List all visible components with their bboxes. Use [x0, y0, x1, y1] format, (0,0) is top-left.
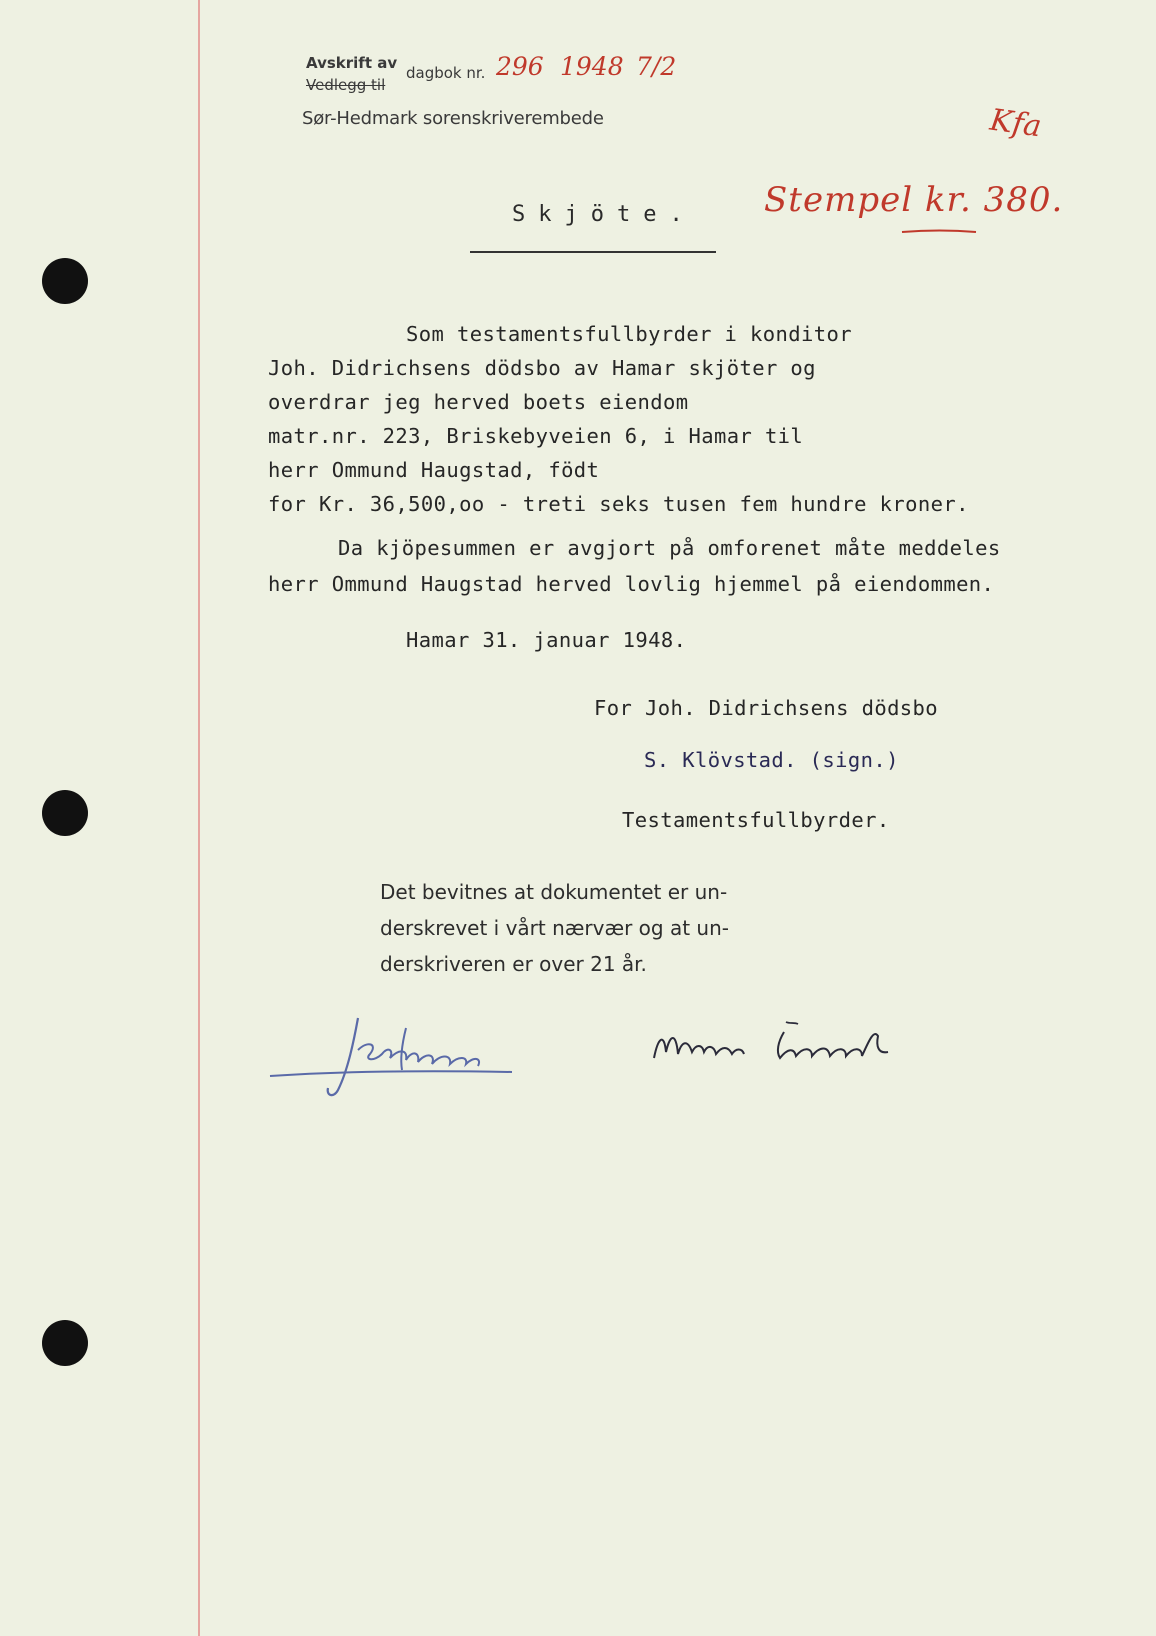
punch-hole: [42, 1320, 88, 1366]
body-line: Joh. Didrichsens dödsbo av Hamar skjöter og: [268, 356, 816, 380]
dagbok-year: 1948: [560, 52, 624, 81]
title-underline: [470, 251, 716, 253]
margin-rule: [198, 0, 200, 1636]
annotation-stempel: Stempel kr. 380.: [764, 180, 1064, 220]
stempel-underline: [900, 226, 980, 236]
witness-line: Det bevitnes at dokumentet er un-: [380, 880, 728, 904]
header-vedlegg: Vedlegg til: [306, 76, 386, 94]
body-line: Som testamentsfullbyrder i konditor: [406, 322, 852, 346]
witness-line: derskrevet i vårt nærvær og at un-: [380, 916, 729, 940]
annotation-kfa: Kfa: [987, 102, 1044, 145]
header-avskrift: Avskrift av: [306, 54, 398, 72]
witness-line: derskriveren er over 21 år.: [380, 952, 647, 976]
body-line: herr Ommund Haugstad herved lovlig hjemmel på eiendommen.: [268, 572, 995, 596]
header-office: Sør-Hedmark sorenskriverembede: [302, 108, 604, 129]
witness-signature-2: [648, 1018, 938, 1078]
for-line: For Joh. Didrichsens dödsbo: [594, 696, 939, 720]
punch-hole: [42, 258, 88, 304]
dagbok-date: 7/2: [636, 52, 677, 81]
place-date: Hamar 31. januar 1948.: [406, 628, 687, 652]
body-line: matr.nr. 223, Briskebyveien 6, i Hamar til: [268, 424, 804, 448]
role-line: Testamentsfullbyrder.: [622, 808, 890, 832]
body-line: for Kr. 36,500,oo - treti seks tusen fem hundre kroner.: [268, 492, 969, 516]
punch-hole: [42, 790, 88, 836]
witness-signature-1: [270, 1010, 520, 1100]
dagbok-number: 296: [496, 52, 544, 81]
header-dagbok: dagbok nr.: [406, 64, 486, 82]
typed-signature: S. Klövstad. (sign.): [644, 748, 899, 772]
body-line: herr Ommund Haugstad, födt: [268, 458, 600, 482]
body-line: overdrar jeg herved boets eiendom: [268, 390, 689, 414]
document-title: Skjöte.: [512, 202, 696, 227]
body-line: Da kjöpesummen er avgjort på omforenet måte meddeles: [338, 536, 1001, 560]
